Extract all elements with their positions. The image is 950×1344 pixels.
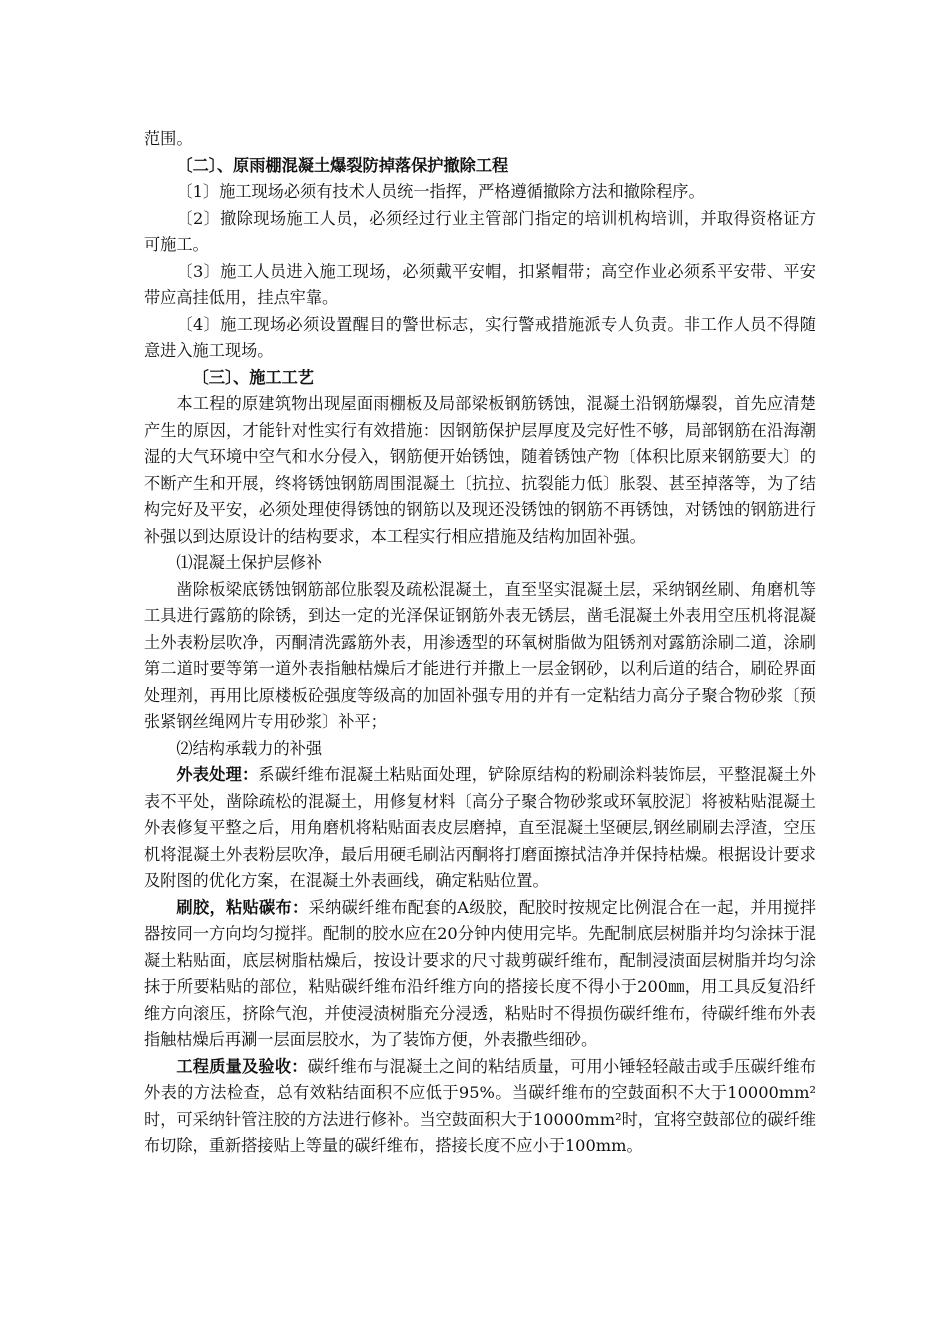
paragraph-quality — [144, 1054, 816, 1160]
paragraph-process-intro: 本工程的原建筑物出现屋面雨棚板及局部梁板钢筋锈蚀，混凝土沿钢筋爆裂，首先应清楚产生的原因，才能针对性实行有效措施：因钢筋保护层厚度及完好性不够，局部钢筋在沿海潮湿的大气环境中空气和水分侵入，钢筋便开始锈蚀，随着锈蚀产物〔体积比原来钢筋要大〕的不断产生和开展，终将锈蚀钢筋周围混凝土〔抗拉、抗裂能力低〕胀裂、甚至掉落等，为了结构完好及平安，必须处理使得锈蚀的钢筋以及现还没锈蚀的钢筋不再锈蚀，对锈蚀的钢筋进行补强以到达原设计的结构要求，本工程实行相应措施及结构加固补强。 — [144, 394, 816, 546]
document-page — [144, 126, 816, 1160]
paragraph-gluing — [144, 895, 816, 1054]
body-gluing: 采纳碳纤维布配套的A级胶，配胶时按规定比例混合在一起，并用搅拌器按同一方向均匀搅拌。配制的胶水应在20分钟内使用完毕。先配制底层树脂并均匀涂抹于混凝土粘贴面，底层树脂枯燥后，按设计要求的尺寸裁剪碳纤维布，配制浸渍面层树脂并均匀涂抹于所要粘贴的部位，粘贴碳纤维布沿纤维方向的搭接长度不得小于200㎜，用工具反复沿纤维方向滚压，挤除气泡，并使浸渍树脂充分浸透，粘贴时不得损伤碳纤维布，待碳纤维布外表指触枯燥后再涮一层面层胶水，为了装饰方便，外表撒些细砂。 — [144, 897, 816, 1049]
lead-quality: 工程质量及验收： — [176, 1056, 308, 1076]
lead-gluing: 刷胶，粘贴碳布： — [176, 897, 309, 917]
paragraph-item-4: 〔4〕施工现场必须设置醒目的警世标志，实行警戒措施派专人负责。非工作人员不得随意进入施工现场。 — [144, 314, 816, 360]
paragraph-cover-repair: 凿除板梁底锈蚀钢筋部位胀裂及疏松混凝土，直至坚实混凝土层，采纳钢丝刷、角磨机等工具进行露筋的除锈，到达一定的光泽保证钢筋外表无锈层，凿毛混凝土外表用空压机将混凝土外表粉层吹净，丙酮清洗露筋外表，用渗透型的环氧树脂做为阻锈剂对露筋涂刷二道，涂刷第二道时要等第一道外表指触枯燥后才能进行并撒上一层金钢砂，以利后道的结合，刷砼界面处理剂，再用比原楼板砼强度等级高的加固补强专用的并有一定粘结力高分子聚合物砂浆〔预张紧钢丝绳网片专用砂浆〕补平； — [144, 579, 816, 731]
paragraph-surface-treatment — [144, 762, 816, 895]
subheading-cover-repair: ⑴混凝土保护层修补 — [176, 553, 323, 572]
paragraph-item-2: 〔2〕撤除现场施工人员，必须经过行业主管部门指定的培训机构培训，并取得资格证方可施工。 — [144, 208, 816, 254]
paragraph-item-1: 〔1〕施工现场必须有技术人员统一指挥，严格遵循撤除方法和撤除程序。 — [176, 182, 705, 201]
section-heading-3: 〔三〕、施工工艺 — [192, 367, 314, 387]
lead-surface-treatment: 外表处理： — [176, 765, 259, 784]
body-surface-treatment: 系碳纤维布混凝土粘贴面处理，铲除原结构的粉刷涂料装饰层，平整混凝土外表不平处，凿除疏松的混凝土，用修复材料〔高分子聚合物砂浆或环氧胶泥〕将被粘贴混凝土外表修复平整之后，用角磨机将粘贴面表皮层磨掉，直至混凝土坚硬层,钢丝刷刷去浮渣，空压机将混凝土外表粉层吹净，最后用硬毛刷沾丙酮将打磨面擦拭洁净并保持枯燥。根据设计要求及附图的优化方案，在混凝土外表画线，确定粘贴位置。 — [144, 765, 816, 890]
paragraph-item-3: 〔3〕施工人员进入施工现场，必须戴平安帽，扣紧帽带；高空作业必须系平安带、平安带应高挂低用，挂点牢靠。 — [144, 261, 816, 307]
body-quality: 碳纤维布与混凝土之间的粘结质量，可用小锤轻轻敲击或手压碳纤维布外表的方法检查，总有效粘结面积不应低于95%。当碳纤维布的空鼓面积不大于10000mm²时，可采纳针管注胶的方法进行修补。当空鼓面积大于10000mm²时，宜将空鼓部位的碳纤维布切除，重新搭接贴上等量的碳纤维布，搭接长度不应小于100mm。 — [144, 1056, 817, 1155]
subheading-strengthening: ⑵结构承载力的补强 — [176, 738, 323, 758]
paragraph-continuation: 范围。 — [144, 129, 193, 148]
section-heading-2: 〔二〕、原雨棚混凝土爆裂防掉落保护撤除工程 — [176, 155, 509, 175]
